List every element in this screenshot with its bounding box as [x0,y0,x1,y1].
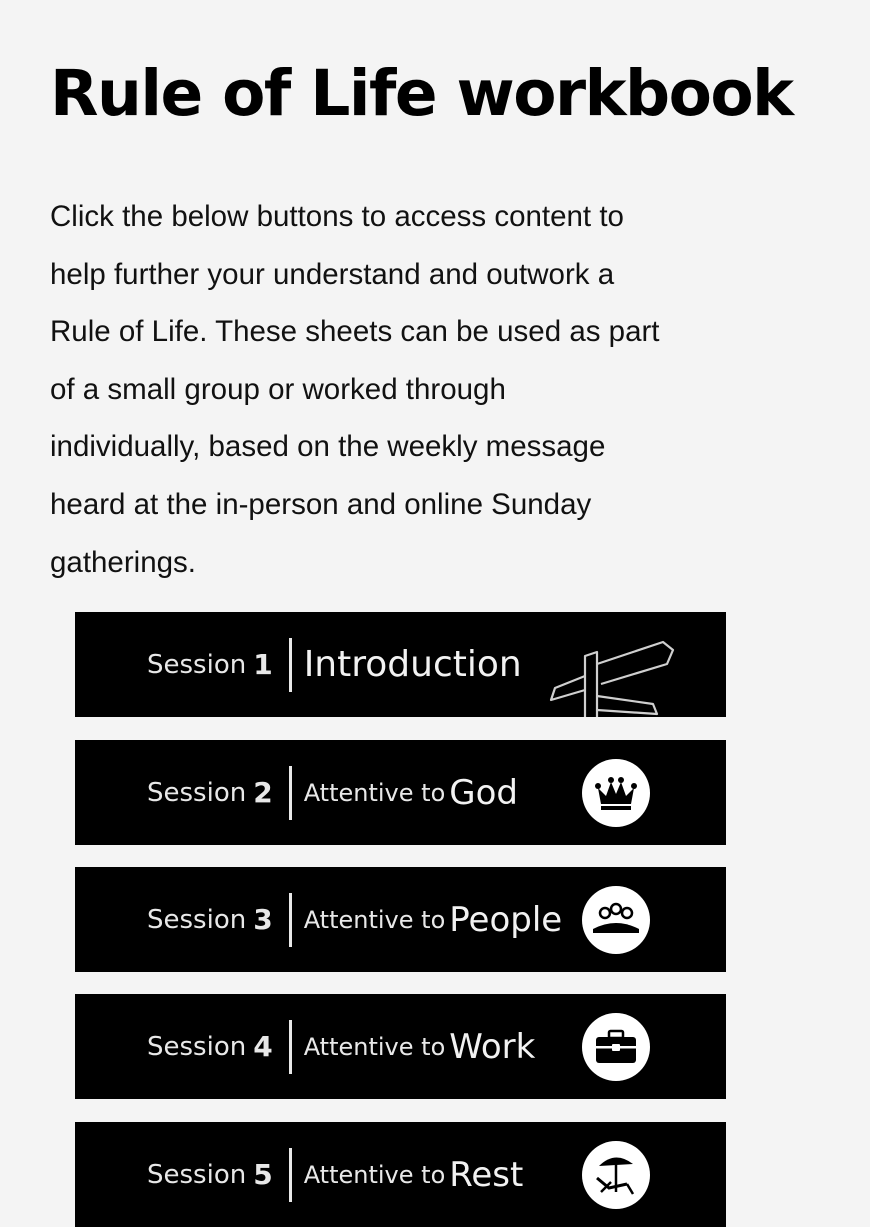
session-topic: Rest [449,1154,524,1195]
signpost-icon [545,626,685,717]
session-3-label [147,867,562,972]
session-2-label [147,740,518,845]
session-2-button[interactable] [75,740,726,845]
intro-paragraph: Click the below buttons to access content to help further your understand and outwork a Rule of Life. These sheets can be used as part of a small group or worked through individually, based on the weekly message heard at the in-person and online Sunday gatherings. [50,200,660,579]
divider [289,893,292,947]
session-topic: Work [449,1026,536,1067]
session-word: Session [147,649,247,680]
attentive-prefix: Attentive to [303,778,446,807]
attentive-prefix: Attentive to [303,1032,446,1061]
divider [289,1148,292,1202]
session-number: 3 [253,903,273,936]
attentive-prefix: Attentive to [303,905,446,934]
briefcase-icon [581,1012,651,1082]
session-word: Session [147,777,247,808]
beach-chair-icon [581,1140,651,1210]
session-word: Session [147,1159,247,1190]
session-1-button[interactable] [75,612,726,717]
attentive-prefix: Attentive to [303,1160,446,1189]
crown-icon [581,758,651,828]
session-3-button[interactable] [75,867,726,972]
session-number: 4 [253,1030,273,1063]
session-word: Session [147,904,247,935]
session-number: 2 [253,776,273,809]
people-icon [581,885,651,955]
session-4-button[interactable] [75,994,726,1099]
divider [289,1020,292,1074]
divider [289,638,292,692]
session-topic: God [449,772,518,813]
session-topic: People [449,899,563,940]
session-1-label [147,612,522,717]
session-4-label [147,994,535,1099]
page-title: Rule of Life workbook [50,57,793,130]
session-number: 1 [253,648,273,681]
session-5-button[interactable] [75,1122,726,1227]
session-word: Session [147,1031,247,1062]
session-number: 5 [253,1158,273,1191]
session-5-label [147,1122,523,1227]
divider [289,766,292,820]
session-topic: Introduction [303,644,522,685]
